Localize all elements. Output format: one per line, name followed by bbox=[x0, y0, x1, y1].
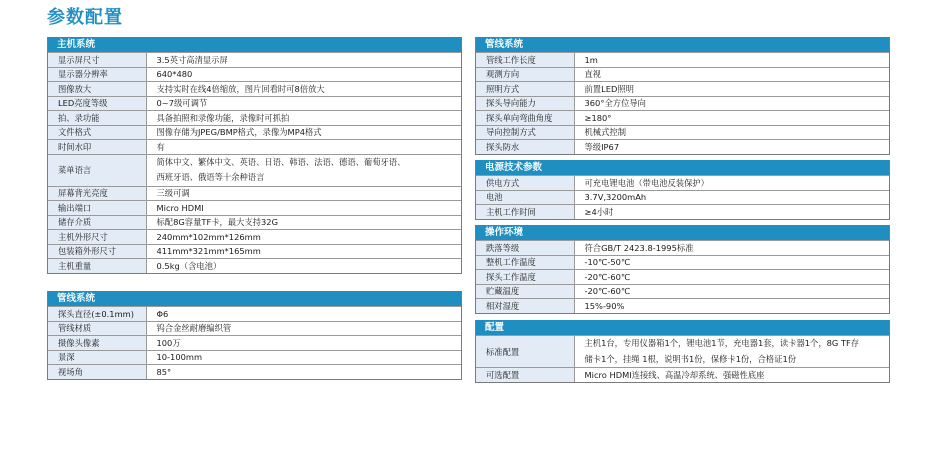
row-label: 拍、录功能 bbox=[48, 111, 146, 126]
table-row bbox=[48, 259, 461, 273]
row-value: 360°全方位导向 bbox=[574, 96, 889, 111]
row-value-line: 西班牙语、俄语等十余种语言 bbox=[156, 172, 265, 182]
row-label: 管线工作长度 bbox=[476, 53, 574, 68]
row-value: 10-100mm bbox=[146, 350, 461, 365]
row-value: ≥180° bbox=[574, 111, 889, 126]
table-row bbox=[476, 336, 889, 368]
row-value: 具备拍照和录像功能，录像时可抓拍 bbox=[146, 111, 461, 126]
table-row bbox=[48, 336, 461, 351]
host-system-table bbox=[47, 37, 462, 274]
row-label: 可选配置 bbox=[476, 368, 574, 382]
table-row bbox=[476, 299, 889, 313]
row-value: 支持实时在线4倍缩放，图片回看时可8倍放大 bbox=[146, 82, 461, 97]
row-value: 等级IP67 bbox=[574, 140, 889, 154]
table-row bbox=[476, 96, 889, 111]
power-parameters-table bbox=[475, 160, 890, 220]
row-label: 探头工作温度 bbox=[476, 270, 574, 285]
section-header: 电源技术参数 bbox=[476, 160, 889, 175]
row-label: 管线材质 bbox=[48, 321, 146, 336]
table-row bbox=[48, 350, 461, 365]
row-value: Φ6 bbox=[146, 307, 461, 322]
row-label: 探头防水 bbox=[476, 140, 574, 154]
table-row bbox=[476, 284, 889, 299]
row-value: -20℃-60℃ bbox=[574, 270, 889, 285]
row-label: 标准配置 bbox=[476, 336, 574, 368]
table-row bbox=[476, 205, 889, 219]
row-label: 探头直径(±0.1mm) bbox=[48, 307, 146, 322]
row-label: 输出端口 bbox=[48, 201, 146, 216]
row-label: 导向控制方式 bbox=[476, 125, 574, 140]
row-value: 前置LED照明 bbox=[574, 82, 889, 97]
table-row bbox=[48, 186, 461, 201]
row-value: 15%-90% bbox=[574, 299, 889, 313]
table-row bbox=[48, 201, 461, 216]
section-header: 管线系统 bbox=[476, 37, 889, 52]
pipeline-system-table-left bbox=[47, 291, 462, 380]
pipeline-system-table-right bbox=[475, 37, 890, 155]
row-value: 三级可调 bbox=[146, 186, 461, 201]
table-row bbox=[48, 230, 461, 245]
table-row bbox=[48, 96, 461, 111]
row-value: 3.5英寸高清显示屏 bbox=[146, 53, 461, 68]
table-row bbox=[48, 321, 461, 336]
table-row bbox=[48, 244, 461, 259]
row-label: 照明方式 bbox=[476, 82, 574, 97]
row-value: 411mm*321mm*165mm bbox=[146, 244, 461, 259]
row-value: 100万 bbox=[146, 336, 461, 351]
row-label: 储存介质 bbox=[48, 215, 146, 230]
row-label: 探头单向弯曲角度 bbox=[476, 111, 574, 126]
row-label: 包装箱外形尺寸 bbox=[48, 244, 146, 259]
row-value: 图像存储为JPEG/BMP格式，录像为MP4格式 bbox=[146, 125, 461, 140]
table-row bbox=[476, 368, 889, 382]
operating-environment-table bbox=[475, 225, 890, 314]
configuration-table bbox=[475, 320, 890, 383]
row-label: 时间水印 bbox=[48, 140, 146, 155]
row-label: 主机外形尺寸 bbox=[48, 230, 146, 245]
row-label: 图像放大 bbox=[48, 82, 146, 97]
row-label: 文件格式 bbox=[48, 125, 146, 140]
row-value bbox=[146, 154, 461, 186]
table-row bbox=[48, 125, 461, 140]
row-value-line: 储卡1个，挂绳 1根，说明书1份，保修卡1份，合格证1份 bbox=[584, 353, 797, 364]
row-value-line: 主机1台，专用仪器箱1个，锂电池1节，充电器1套，读卡器1个，8G TF存 bbox=[584, 338, 860, 348]
row-value: -10℃-50℃ bbox=[574, 255, 889, 270]
table-row bbox=[476, 125, 889, 140]
row-value: 1m bbox=[574, 53, 889, 68]
table-row bbox=[476, 67, 889, 82]
table-row bbox=[48, 82, 461, 97]
row-value: 标配8G容量TF卡，最大支持32G bbox=[146, 215, 461, 230]
row-value: 3.7V,3200mAh bbox=[574, 190, 889, 205]
table-row bbox=[48, 365, 461, 379]
row-value: 0~7级可调节 bbox=[146, 96, 461, 111]
row-value: -20℃-60℃ bbox=[574, 284, 889, 299]
table-row bbox=[48, 307, 461, 322]
section-header: 主机系统 bbox=[48, 37, 461, 52]
row-value: 直视 bbox=[574, 67, 889, 82]
row-value: 85° bbox=[146, 365, 461, 379]
table-row bbox=[476, 82, 889, 97]
table-row bbox=[476, 53, 889, 68]
row-label: 供电方式 bbox=[476, 176, 574, 191]
row-label: 相对湿度 bbox=[476, 299, 574, 313]
row-label: 菜单语言 bbox=[48, 154, 146, 186]
row-label: 景深 bbox=[48, 350, 146, 365]
table-row bbox=[476, 241, 889, 256]
row-label: 贮藏温度 bbox=[476, 284, 574, 299]
row-label: 电池 bbox=[476, 190, 574, 205]
row-value: 640*480 bbox=[146, 67, 461, 82]
page-title: 参数配置 bbox=[47, 7, 123, 28]
table-row bbox=[48, 53, 461, 68]
row-value: 240mm*102mm*126mm bbox=[146, 230, 461, 245]
table-row bbox=[48, 67, 461, 82]
row-value: 机械式控制 bbox=[574, 125, 889, 140]
row-label: 显示器分辨率 bbox=[48, 67, 146, 82]
row-label: 显示屏尺寸 bbox=[48, 53, 146, 68]
row-value: 可充电锂电池（带电池反装保护） bbox=[574, 176, 889, 191]
row-value: 钨合金丝耐磨编织管 bbox=[146, 321, 461, 336]
section-header: 管线系统 bbox=[48, 291, 461, 306]
row-label: 视场角 bbox=[48, 365, 146, 379]
row-label: LED亮度等级 bbox=[48, 96, 146, 111]
row-value: 符合GB/T 2423.8-1995标准 bbox=[574, 241, 889, 256]
table-row bbox=[476, 190, 889, 205]
row-label: 主机重量 bbox=[48, 259, 146, 273]
row-label: 整机工作温度 bbox=[476, 255, 574, 270]
row-label: 主机工作时间 bbox=[476, 205, 574, 219]
table-row bbox=[48, 215, 461, 230]
table-row bbox=[476, 255, 889, 270]
table-row bbox=[476, 176, 889, 191]
row-value: Micro HDMI bbox=[146, 201, 461, 216]
row-label: 观测方向 bbox=[476, 67, 574, 82]
row-value-line: 简体中文、繁体中文、英语、日语、韩语、法语、德语、葡萄牙语、 bbox=[156, 156, 406, 167]
row-label: 屏幕背光亮度 bbox=[48, 186, 146, 201]
table-row bbox=[476, 111, 889, 126]
row-value: ≥4小时 bbox=[574, 205, 889, 219]
table-row bbox=[476, 270, 889, 285]
row-label: 跌落等级 bbox=[476, 241, 574, 256]
section-header: 配置 bbox=[476, 320, 889, 335]
row-value bbox=[574, 336, 889, 368]
table-row bbox=[48, 140, 461, 155]
row-value: 有 bbox=[146, 140, 461, 155]
row-value: Micro HDMI连接线、高温冷却系统、强磁性底座 bbox=[574, 368, 889, 382]
table-row bbox=[476, 140, 889, 154]
row-label: 探头导向能力 bbox=[476, 96, 574, 111]
table-row bbox=[48, 154, 461, 186]
row-value: 0.5kg（含电池） bbox=[146, 259, 461, 273]
section-header: 操作环境 bbox=[476, 225, 889, 240]
row-label: 摄像头像素 bbox=[48, 336, 146, 351]
table-row bbox=[48, 111, 461, 126]
